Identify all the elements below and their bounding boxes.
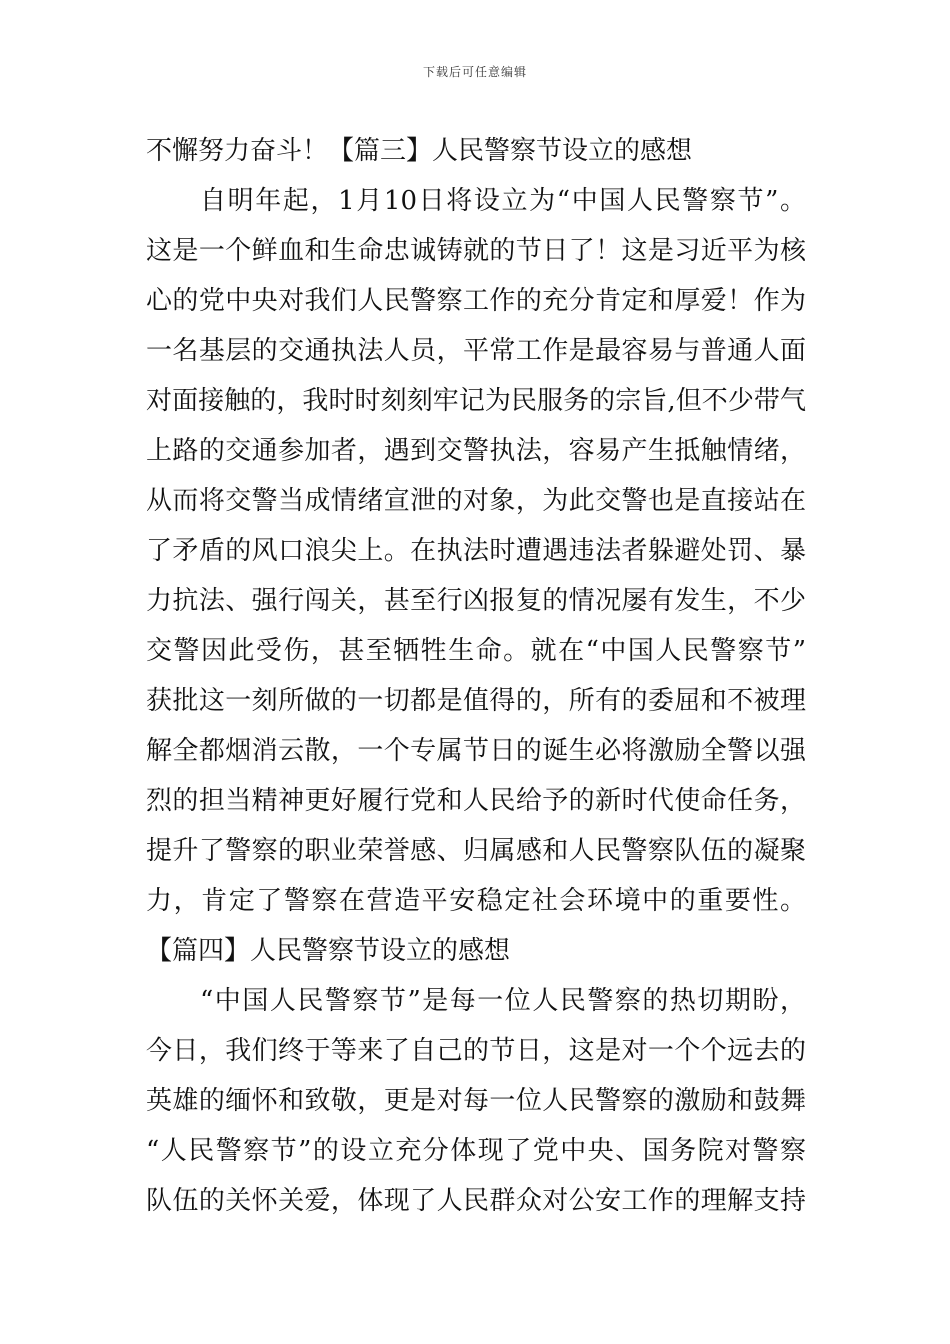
text-line: 上路的交通参加者，遇到交警执法，容易产生抵触情绪， bbox=[146, 436, 806, 466]
text-line: 力，肯定了警察在营造平安稳定社会环境中的重要性。 bbox=[146, 886, 806, 916]
paragraph-first-line: “中国人民警察节”是每一位人民警察的热切期盼， bbox=[200, 986, 806, 1016]
text-line: 不懈努力奋斗！【篇三】人民警察节设立的感想 bbox=[146, 136, 693, 166]
text-line: 了矛盾的风口浪尖上。在执法时遭遇违法者躲避处罚、暴 bbox=[146, 536, 806, 566]
document-body bbox=[146, 126, 806, 1226]
text-line: 今日，我们终于等来了自己的节日，这是对一个个远去的 bbox=[146, 1036, 806, 1066]
paragraph-first-line: 自明年起，1月10日将设立为“中国人民警察节”。 bbox=[200, 186, 806, 216]
section-heading: 【篇四】人民警察节设立的感想 bbox=[146, 936, 511, 966]
text-line: 获批这一刻所做的一切都是值得的，所有的委屈和不被理 bbox=[146, 686, 806, 716]
text-line: 交警因此受伤，甚至牺牲生命。就在“中国人民警察节” bbox=[146, 636, 806, 666]
text-line: 对面接触的，我时时刻刻牢记为民服务的宗旨,但不少带气 bbox=[146, 386, 806, 416]
text-line: 烈的担当精神更好履行党和人民给予的新时代使命任务， bbox=[146, 786, 806, 816]
text-line: 一名基层的交通执法人员，平常工作是最容易与普通人面 bbox=[146, 336, 806, 366]
text-line: 解全都烟消云散，一个专属节日的诞生必将激励全警以强 bbox=[146, 736, 806, 766]
text-line: 提升了警察的职业荣誉感、归属感和人民警察队伍的凝聚 bbox=[146, 836, 806, 866]
text-line: 这是一个鲜血和生命忠诚铸就的节日了！这是习近平为核 bbox=[146, 236, 806, 266]
text-line: 英雄的缅怀和致敬，更是对每一位人民警察的激励和鼓舞 bbox=[146, 1086, 806, 1116]
text-line: 从而将交警当成情绪宣泄的对象，为此交警也是直接站在 bbox=[146, 486, 806, 516]
text-line: “人民警察节”的设立充分体现了党中央、国务院对警察 bbox=[146, 1136, 806, 1166]
text-line: 力抗法、强行闯关，甚至行凶报复的情况屡有发生，不少 bbox=[146, 586, 806, 616]
page-header: 下载后可任意编辑 bbox=[422, 65, 527, 79]
text-line: 队伍的关怀关爱，体现了人民群众对公安工作的理解支持 bbox=[146, 1186, 806, 1216]
text-line: 心的党中央对我们人民警察工作的充分肯定和厚爱！作为 bbox=[146, 286, 806, 316]
